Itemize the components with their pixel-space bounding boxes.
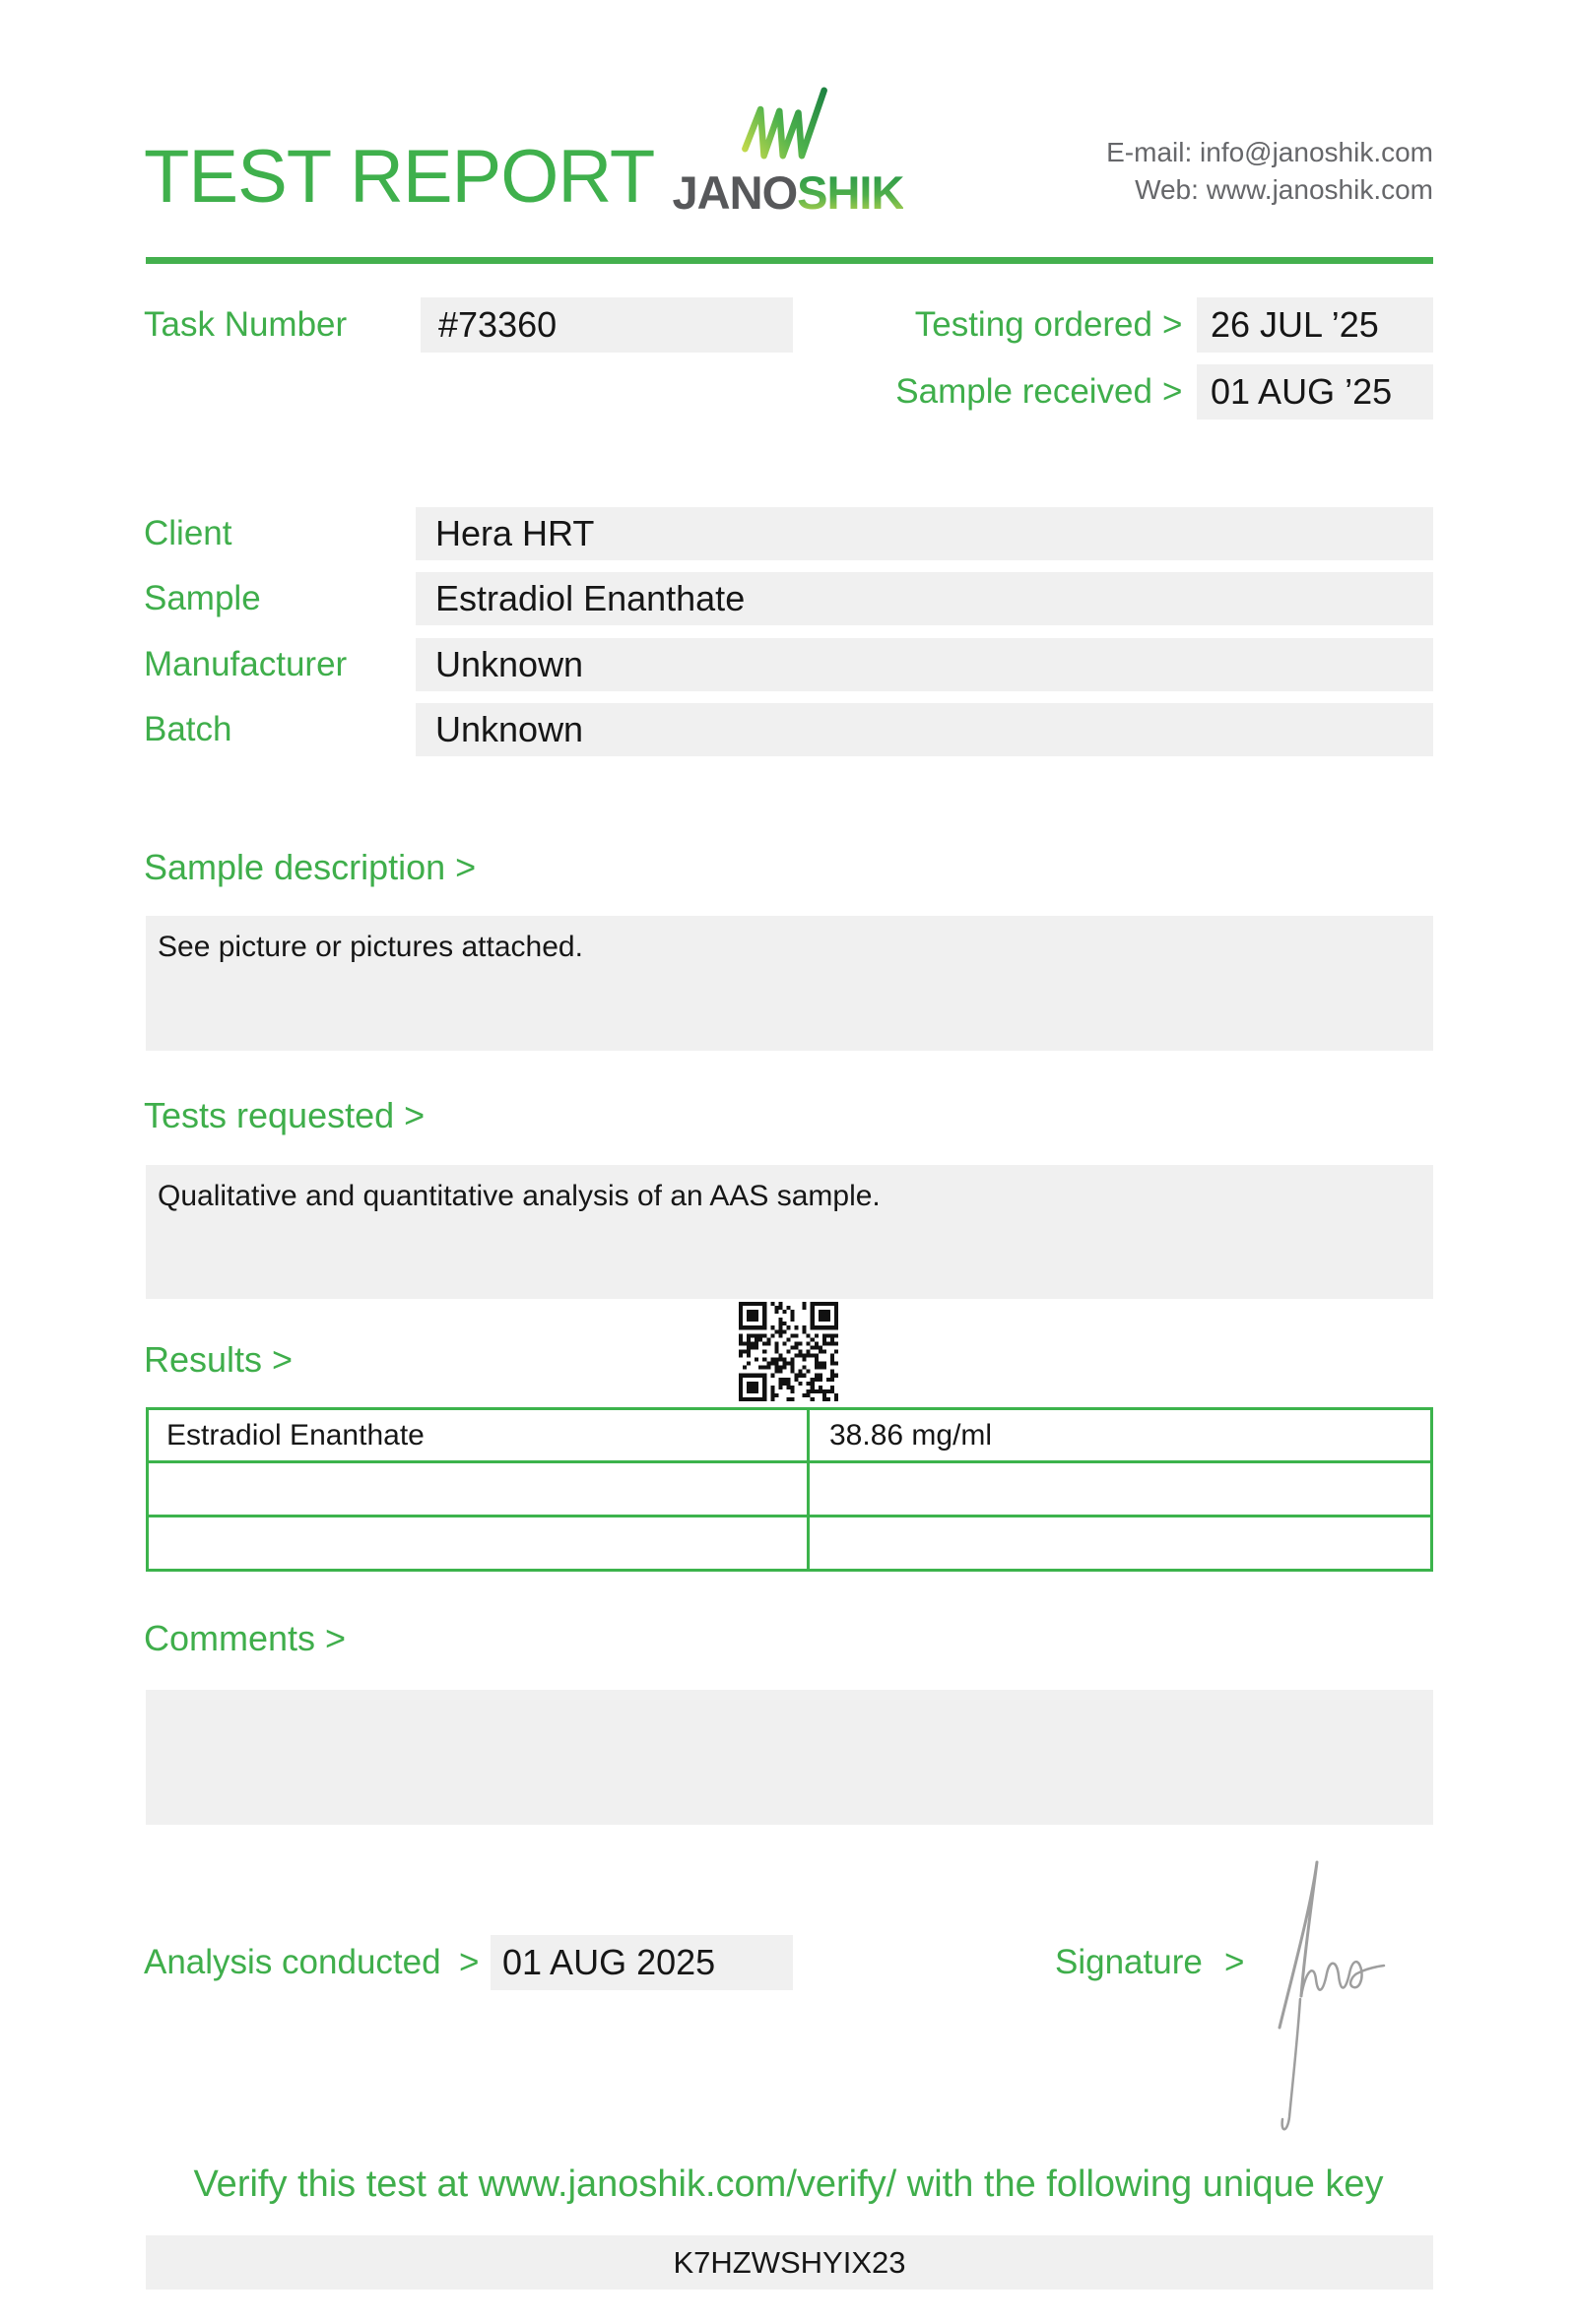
contact-email: E-mail: info@janoshik.com [1106,137,1433,167]
signature-label: Signature [1055,1943,1203,1981]
testing-ordered-label: Testing ordered [914,305,1152,344]
page-title: TEST REPORT [144,135,655,219]
manufacturer-value: Unknown [416,638,1433,691]
result-row [148,1517,1432,1571]
verify-text: Verify this test at www.janoshik.com/verify/ with the following unique key [193,2163,1384,2205]
result-name-cell [148,1517,809,1571]
qr-code [739,1302,838,1401]
testing-ordered-arrow: > [1162,305,1183,344]
analysis-date-value: 01 AUG 2025 [491,1935,793,1990]
logo-chart-icon [741,81,835,165]
task-number-value: #73360 [421,297,793,353]
result-name-cell: Estradiol Enanthate [148,1409,809,1462]
manufacturer-label: Manufacturer [144,645,348,683]
header-divider [146,257,1433,264]
sample-received-arrow: > [1162,372,1183,411]
logo-wordmark [630,166,946,219]
result-row [148,1462,1432,1517]
results-table [146,1407,1433,1572]
analysis-conducted-label: Analysis conducted [144,1943,441,1981]
tests-requested-title: Tests requested > [144,1095,426,1135]
contact-block [1106,134,1433,209]
verify-key-box [146,2235,1433,2290]
company-logo [630,79,946,217]
client-label: Client [144,514,232,552]
result-name-cell [148,1462,809,1517]
logo-jano: JANO [672,166,798,219]
result-row [148,1409,1432,1462]
results-title: Results > [144,1339,294,1380]
contact-web: Web: www.janoshik.com [1135,174,1433,205]
result-value-cell [809,1462,1432,1517]
result-value-cell: 38.86 mg/ml [809,1409,1432,1462]
logo-shik: SHIK [797,166,904,219]
comments-box [146,1690,1433,1825]
batch-label: Batch [144,710,232,748]
sample-value: Estradiol Enanthate [416,572,1433,625]
result-value-cell [809,1517,1432,1571]
client-value: Hera HRT [416,507,1433,560]
tests-requested-box: Qualitative and quantitative analysis of an AAS sample. [146,1165,1433,1299]
sample-label: Sample [144,579,261,617]
sample-received-value: 01 AUG ’25 [1197,364,1433,420]
task-number-label: Task Number [144,305,348,344]
verify-key: K7HZWSHYIX23 [673,2245,906,2280]
signature-arrow: > [1224,1943,1245,1981]
signature-image [1239,1849,1456,2145]
batch-value: Unknown [416,703,1433,756]
comments-title: Comments > [144,1618,347,1658]
testing-ordered-value: 26 JUL ’25 [1197,297,1433,353]
sample-description-box: See picture or pictures attached. [146,916,1433,1051]
analysis-conducted-arrow: > [459,1943,480,1981]
sample-description-title: Sample description > [144,847,477,887]
sample-received-label: Sample received [895,372,1152,411]
